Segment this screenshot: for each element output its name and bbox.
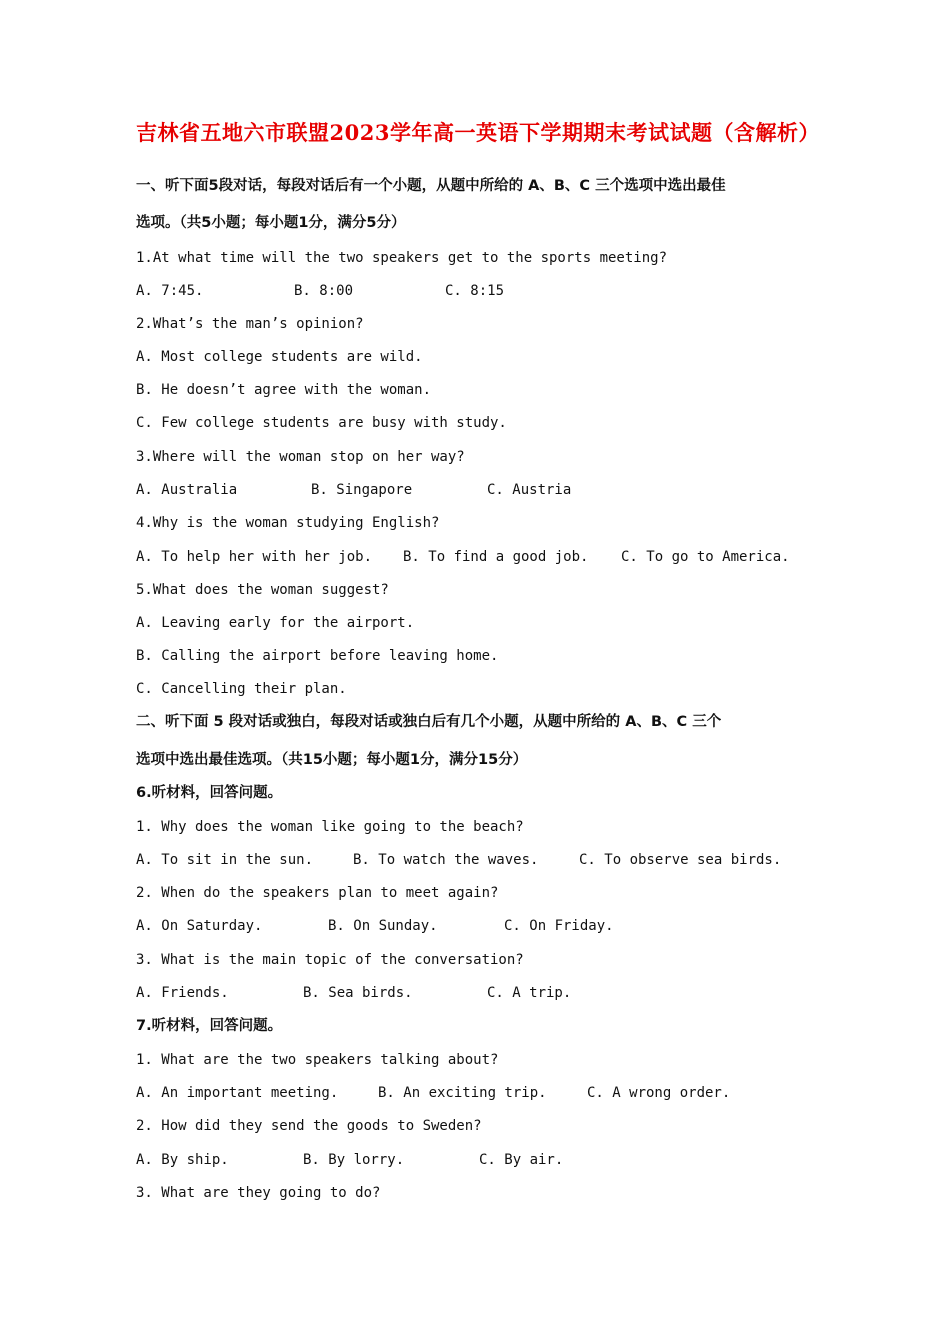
question-stem: 2. How did they send the goods to Sweden? (136, 1118, 482, 1134)
option-b: B. He doesn’t agree with the woman. (136, 382, 432, 398)
option-c: C. By air. (479, 1152, 564, 1168)
option-b: B. Calling the airport before leaving home. (136, 648, 499, 664)
option-c: C. To observe sea birds. (579, 852, 782, 868)
question-stem: 3. What is the main topic of the conversation? (136, 952, 524, 968)
question-stem: 1. Why does the woman like going to the beach? (136, 819, 524, 835)
question-stem: 1.At what time will the two speakers get to the sports meeting? (136, 250, 668, 266)
option-a: A. Most college students are wild. (136, 349, 423, 365)
question-stem: 2.What’s the man’s opinion? (136, 316, 364, 332)
option-a: A. Australia (136, 482, 238, 498)
section2-heading-line1: 二、听下面 5 段对话或独白，每段对话或独白后有几个小题，从题中所给的 A、B、C 三个 (136, 714, 722, 730)
option-b: B. An exciting trip. (378, 1085, 547, 1101)
option-a: A. 7:45. (136, 283, 204, 299)
option-b: B. To watch the waves. (353, 852, 539, 868)
section1-heading-line2: 选项。（共5小题；每小题1分，满分5分） (136, 215, 406, 231)
option-c: C. Cancelling their plan. (136, 681, 347, 697)
option-a: A. To sit in the sun. (136, 852, 314, 868)
question-stem: 2. When do the speakers plan to meet again? (136, 885, 499, 901)
section1-heading-line1: 一、听下面5段对话，每段对话后有一个小题，从题中所给的 A、B、C 三个选项中选出最佳 (136, 178, 726, 194)
question-stem: 5.What does the woman suggest? (136, 582, 389, 598)
option-a: A. To help her with her job. (136, 549, 373, 565)
question-stem: 4.Why is the woman studying English? (136, 515, 440, 531)
option-b: B. Sea birds. (303, 985, 413, 1001)
question-stem: 3. What are they going to do? (136, 1185, 381, 1201)
group-label: 6.听材料，回答问题。 (136, 785, 283, 801)
group-label: 7.听材料，回答问题。 (136, 1018, 283, 1034)
option-a: A. Leaving early for the airport. (136, 615, 415, 631)
option-b: B. To find a good job. (403, 549, 589, 565)
option-c: C. To go to America. (621, 549, 790, 565)
option-b: B. Singapore (311, 482, 413, 498)
option-c: C. 8:15 (445, 283, 505, 299)
option-b: B. 8:00 (294, 283, 354, 299)
option-b: B. On Sunday. (328, 918, 438, 934)
option-a: A. On Saturday. (136, 918, 263, 934)
option-c: C. Few college students are busy with study. (136, 415, 507, 431)
section2-heading-line2: 选项中选出最佳选项。（共15小题；每小题1分，满分15分） (136, 752, 528, 768)
option-a: A. By ship. (136, 1152, 229, 1168)
option-a: A. Friends. (136, 985, 229, 1001)
option-b: B. By lorry. (303, 1152, 405, 1168)
option-c: C. A trip. (487, 985, 572, 1001)
option-c: C. Austria (487, 482, 572, 498)
option-c: C. A wrong order. (587, 1085, 731, 1101)
option-c: C. On Friday. (504, 918, 614, 934)
question-stem: 3.Where will the woman stop on her way? (136, 449, 465, 465)
document-title: 吉林省五地六市联盟2023学年高一英语下学期期末考试试题（含解析） (136, 120, 820, 145)
question-stem: 1. What are the two speakers talking about? (136, 1052, 499, 1068)
option-a: A. An important meeting. (136, 1085, 339, 1101)
